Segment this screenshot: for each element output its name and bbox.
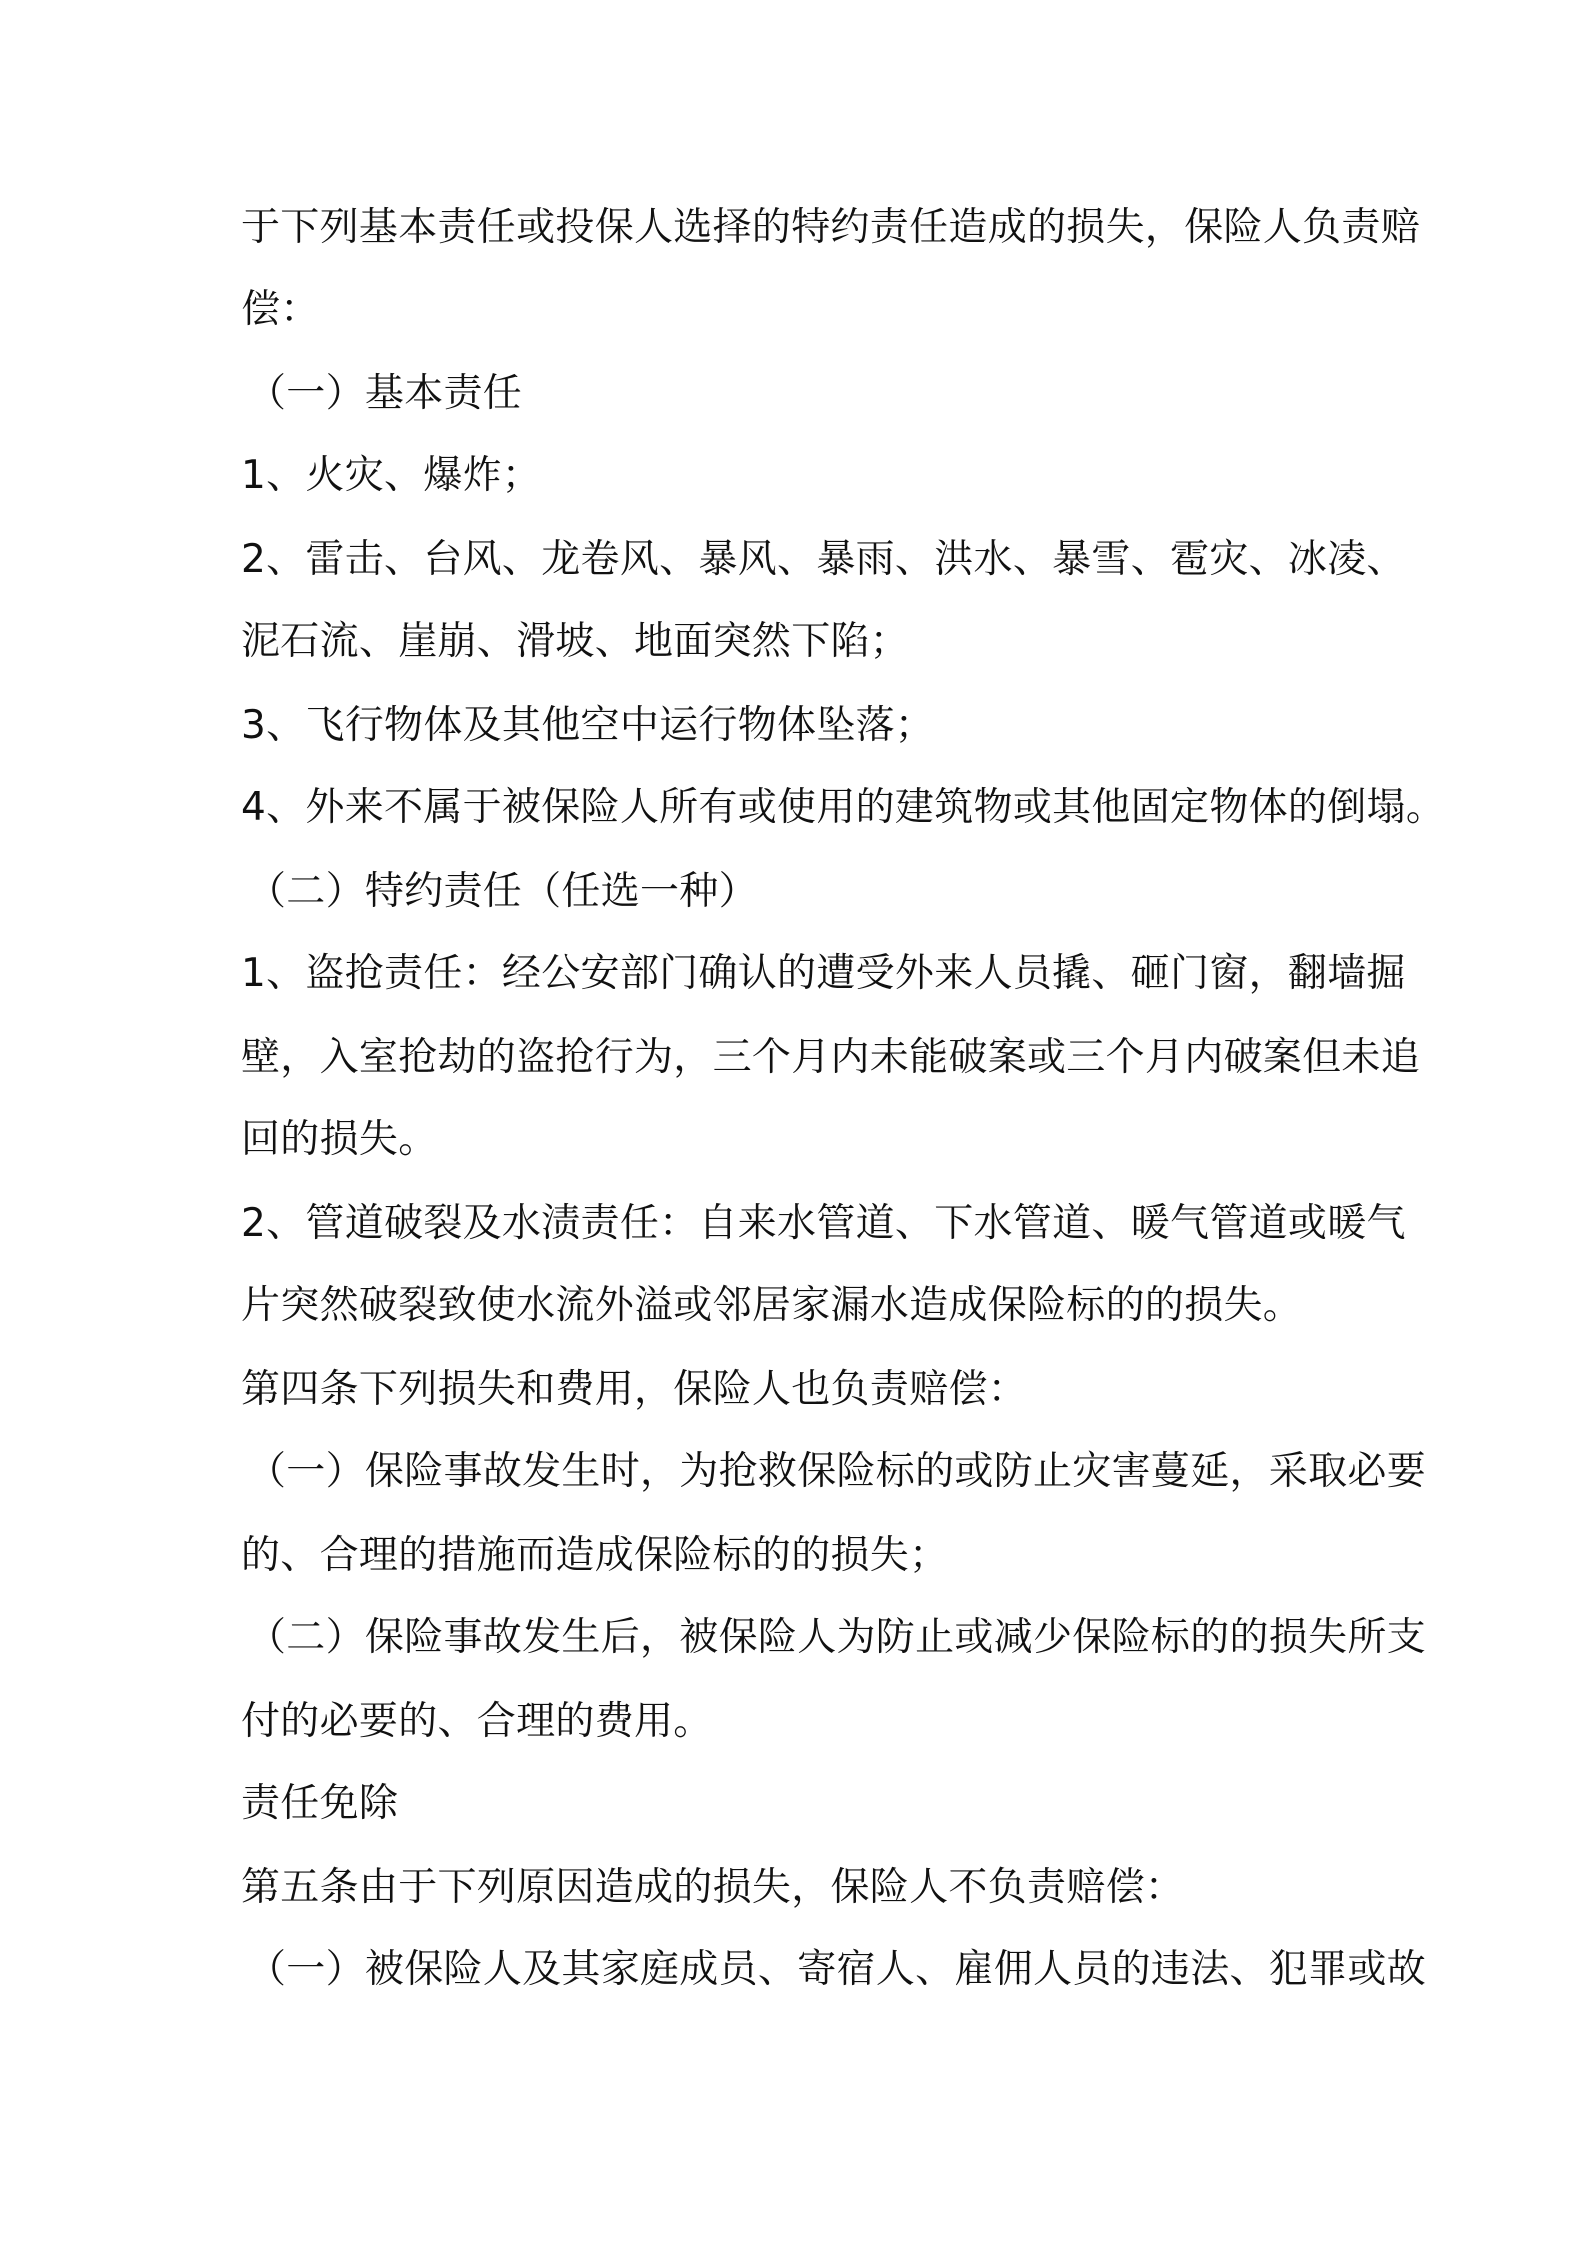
- list-item-3: 3、飞行物体及其他空中运行物体坠落；: [241, 703, 935, 748]
- article-5-item-1: （一）被保险人及其家庭成员、寄宿人、雇佣人员的违法、犯罪或故: [247, 1947, 1427, 1992]
- article-4-heading: 第四条下列损失和费用，保险人也负责赔偿：: [241, 1367, 1028, 1412]
- section-heading-basic-liability: （一）基本责任: [247, 371, 523, 416]
- section-heading-special-liability: （二）特约责任（任选一种）: [247, 869, 758, 914]
- list-item-1: 1、火灾、爆炸；: [241, 453, 542, 498]
- exclusions-heading: 责任免除: [241, 1781, 399, 1826]
- article-4-item-2: （二）保险事故发生后，被保险人为防止或减少保险标的的损失所支: [247, 1615, 1427, 1660]
- text-line-2: 偿：: [241, 287, 320, 332]
- list-item-2: 2、雷击、台风、龙卷风、暴风、暴雨、洪水、暴雪、雹灾、冰凌、: [241, 537, 1406, 582]
- special-item-2: 2、管道破裂及水渍责任：自来水管道、下水管道、暖气管道或暖气: [241, 1201, 1406, 1246]
- article-5-heading: 第五条由于下列原因造成的损失，保险人不负责赔偿：: [241, 1865, 1185, 1910]
- special-item-1: 1、盗抢责任：经公安部门确认的遭受外来人员撬、砸门窗，翻墙掘: [241, 951, 1406, 996]
- article-4-item-2-continued: 付的必要的、合理的费用。: [241, 1699, 713, 1744]
- special-item-2-continued: 片突然破裂致使水流外溢或邻居家漏水造成保险标的的损失。: [241, 1283, 1303, 1328]
- special-item-1-end: 回的损失。: [241, 1117, 438, 1162]
- article-4-item-1: （一）保险事故发生时，为抢救保险标的或防止灾害蔓延，采取必要: [247, 1449, 1427, 1494]
- list-item-4: 4、外来不属于被保险人所有或使用的建筑物或其他固定物体的倒塌。: [241, 785, 1446, 830]
- special-item-1-continued: 壁，入室抢劫的盗抢行为，三个月内未能破案或三个月内破案但未追: [241, 1035, 1421, 1080]
- list-item-2-continued: 泥石流、崖崩、滑坡、地面突然下陷；: [241, 619, 910, 664]
- text-line-1: 于下列基本责任或投保人选择的特约责任造成的损失，保险人负责赔: [241, 205, 1421, 250]
- article-4-item-1-continued: 的、合理的措施而造成保险标的的损失；: [241, 1533, 949, 1578]
